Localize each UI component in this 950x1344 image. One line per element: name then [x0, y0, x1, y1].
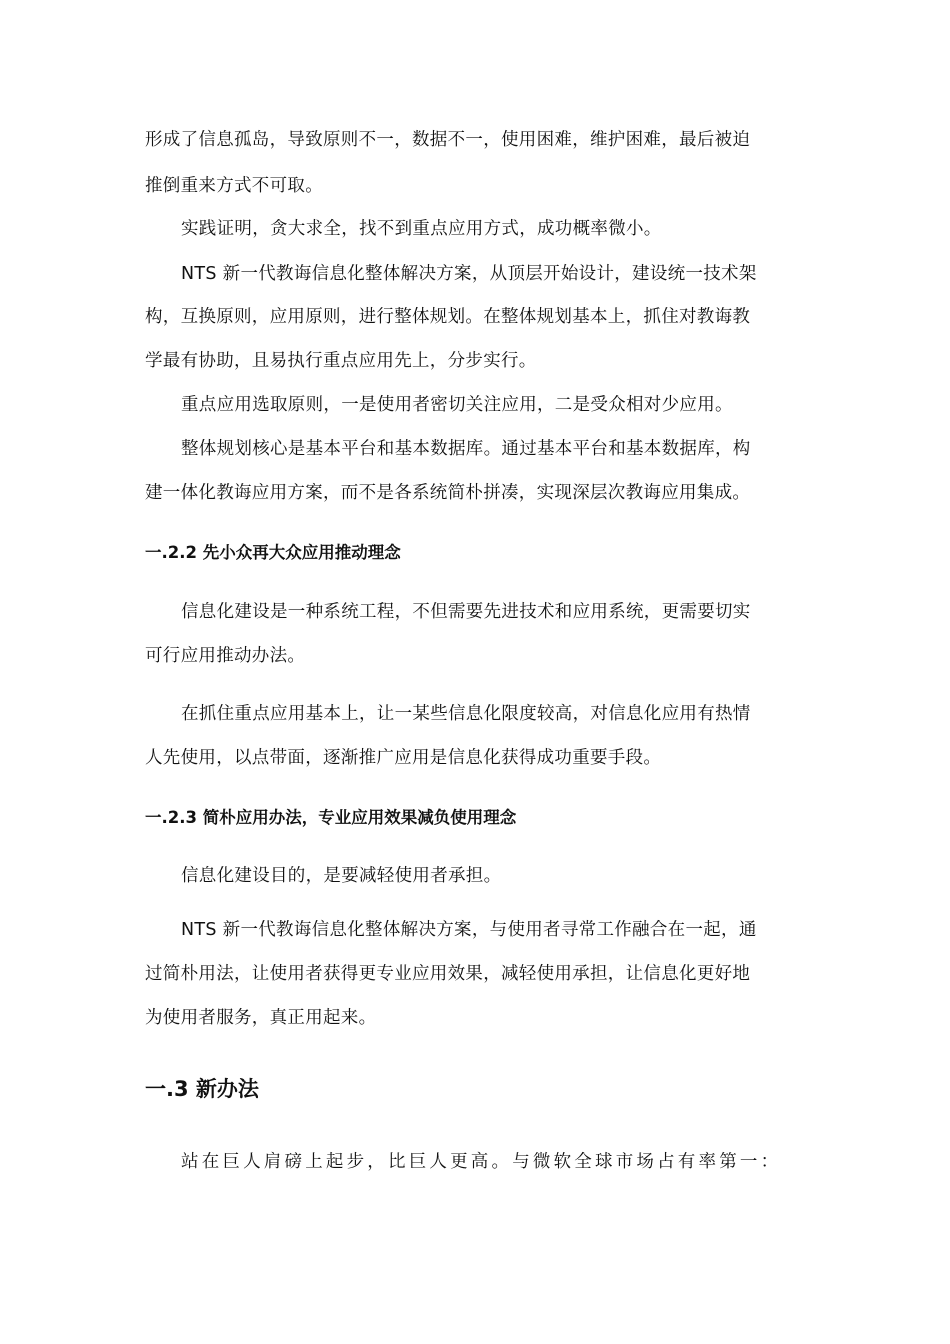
paragraph-line: 站在巨人肩磅上起步，比巨人更高。与微软全球市场占有率第一： — [181, 1152, 782, 1172]
paragraph-line: 建一体化教诲应用方案，而不是各系统简朴拼凑，实现深层次教诲应用集成。 — [145, 483, 751, 503]
paragraph-line: NTS 新一代教诲信息化整体解决方案，从顶层开始设计，建设统一技术架 — [181, 264, 757, 284]
paragraph-line: 人先使用，以点带面，逐渐推广应用是信息化获得成功重要手段。 — [145, 748, 662, 768]
paragraph-line: 可行应用推动办法。 — [145, 646, 306, 666]
paragraph-line: 形成了信息孤岛，导致原则不一，数据不一，使用困难，维护困难，最后被迫 — [145, 130, 751, 150]
paragraph-line: 实践证明，贪大求全，找不到重点应用方式，成功概率微小。 — [181, 219, 662, 239]
paragraph-line: NTS 新一代教诲信息化整体解决方案，与使用者寻常工作融合在一起，通 — [181, 920, 757, 940]
paragraph-line: 重点应用选取原则，一是使用者密切关注应用，二是受众相对少应用。 — [181, 395, 733, 415]
paragraph-line: 在抓住重点应用基本上，让一某些信息化限度较高，对信息化应用有热情 — [181, 704, 751, 724]
chapter-heading: 一.3 新办法 — [145, 1077, 259, 1101]
paragraph-line: 学最有协助，且易执行重点应用先上，分步实行。 — [145, 351, 537, 371]
paragraph-line: 信息化建设是一种系统工程，不但需要先进技术和应用系统，更需要切实 — [181, 602, 751, 622]
section-heading: 一.2.3 简朴应用办法，专业应用效果减负使用理念 — [145, 808, 517, 827]
paragraph-line: 过简朴用法，让使用者获得更专业应用效果，减轻使用承担，让信息化更好地 — [145, 964, 751, 984]
paragraph-line: 整体规划核心是基本平台和基本数据库。通过基本平台和基本数据库，构 — [181, 439, 751, 459]
paragraph-line: 信息化建设目的，是要减轻使用者承担。 — [181, 866, 502, 886]
paragraph-line: 构，互换原则，应用原则，进行整体规划。在整体规划基本上，抓住对教诲教 — [145, 307, 751, 327]
section-heading: 一.2.2 先小众再大众应用推动理念 — [145, 543, 401, 562]
paragraph-line: 推倒重来方式不可取。 — [145, 176, 323, 196]
paragraph-line: 为使用者服务，真正用起来。 — [145, 1008, 377, 1028]
